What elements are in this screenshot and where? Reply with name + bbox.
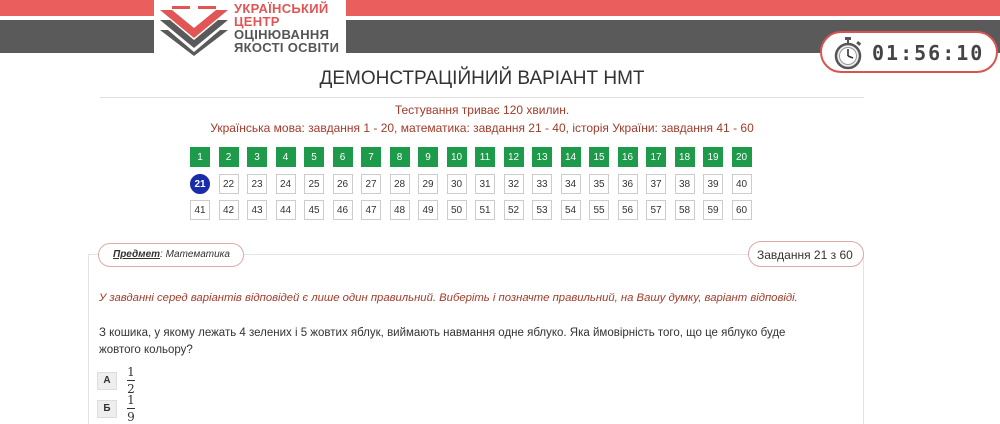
- task-cell-42[interactable]: 42: [219, 200, 239, 220]
- task-row-3: [190, 200, 760, 220]
- task-cell-38[interactable]: 38: [675, 174, 695, 194]
- task-cell-19[interactable]: 19: [703, 147, 723, 167]
- task-cell-53[interactable]: 53: [532, 200, 552, 220]
- answer-a-numerator: 1: [127, 365, 135, 379]
- task-cell-8[interactable]: 8: [390, 147, 410, 167]
- task-cell-46[interactable]: 46: [333, 200, 353, 220]
- instruction-text: У завданні серед варіантів відповідей є лише один правильний. Виберіть і позначте правильний, на Вашу думку, варіант відповіді.: [99, 292, 798, 304]
- fraction-bar: [127, 380, 135, 381]
- task-cell-3[interactable]: 3: [247, 147, 267, 167]
- task-cell-11[interactable]: 11: [475, 147, 495, 167]
- task-cell-17[interactable]: 17: [646, 147, 666, 167]
- task-cell-29[interactable]: 29: [418, 174, 438, 194]
- fraction-bar: [127, 408, 135, 409]
- header-red-stripe-left: [0, 6, 160, 16]
- task-cell-40[interactable]: 40: [732, 174, 752, 194]
- task-cell-22[interactable]: 22: [219, 174, 239, 194]
- logo-line-3: ОЦІНЮВАННЯ: [234, 27, 330, 42]
- task-cell-12[interactable]: 12: [504, 147, 524, 167]
- task-cell-21[interactable]: 21: [190, 174, 210, 194]
- task-cell-15[interactable]: 15: [589, 147, 609, 167]
- task-cell-18[interactable]: 18: [675, 147, 695, 167]
- task-cell-5[interactable]: 5: [304, 147, 324, 167]
- task-cell-57[interactable]: 57: [646, 200, 666, 220]
- task-cell-51[interactable]: 51: [475, 200, 495, 220]
- task-cell-9[interactable]: 9: [418, 147, 438, 167]
- task-cell-39[interactable]: 39: [703, 174, 723, 194]
- task-cell-37[interactable]: 37: [646, 174, 666, 194]
- task-cell-48[interactable]: 48: [390, 200, 410, 220]
- task-cell-24[interactable]: 24: [276, 174, 296, 194]
- task-cell-45[interactable]: 45: [304, 200, 324, 220]
- question-text: З кошика, у якому лежать 4 зелених і 5 жовтих яблук, виймають навмання одне яблуко. Яка ймовірність того, що це яблуко буде жовтого кольору?: [99, 327, 786, 356]
- task-cell-30[interactable]: 30: [447, 174, 467, 194]
- timer: [820, 31, 998, 73]
- logo-line-2: ЦЕНТР: [234, 14, 280, 29]
- task-cell-34[interactable]: 34: [561, 174, 581, 194]
- task-cell-43[interactable]: 43: [247, 200, 267, 220]
- task-cell-32[interactable]: 32: [504, 174, 524, 194]
- subject-label: Предмет: [113, 249, 161, 260]
- task-cell-36[interactable]: 36: [618, 174, 638, 194]
- task-cell-47[interactable]: 47: [361, 200, 381, 220]
- task-cell-44[interactable]: 44: [276, 200, 296, 220]
- task-cell-4[interactable]: 4: [276, 147, 296, 167]
- answer-option-b: [97, 393, 135, 424]
- task-cell-58[interactable]: 58: [675, 200, 695, 220]
- task-cell-14[interactable]: 14: [561, 147, 581, 167]
- task-row-1: [190, 147, 760, 167]
- task-cell-26[interactable]: 26: [333, 174, 353, 194]
- task-cell-31[interactable]: 31: [475, 174, 495, 194]
- task-cell-16[interactable]: 16: [618, 147, 638, 167]
- task-cell-35[interactable]: 35: [589, 174, 609, 194]
- task-cell-7[interactable]: 7: [361, 147, 381, 167]
- logo-text: [234, 2, 339, 54]
- logo-line-1: УКРАЇНСЬКИЙ: [234, 1, 329, 16]
- task-cell-23[interactable]: 23: [247, 174, 267, 194]
- task-cell-13[interactable]: 13: [532, 147, 552, 167]
- logo-line-4: ЯКОСТІ ОСВІТИ: [234, 40, 340, 55]
- page-title: ДЕМОНСТРАЦІЙНИЙ ВАРІАНТ НМТ: [100, 68, 864, 98]
- answer-b-numerator: 1: [127, 393, 135, 407]
- task-cell-50[interactable]: 50: [447, 200, 467, 220]
- duration-info: Тестування триває 120 хвилин.: [394, 103, 570, 117]
- subject-value: : Математика: [160, 249, 230, 260]
- answer-a-button[interactable]: А: [97, 372, 117, 390]
- task-cell-52[interactable]: 52: [504, 200, 524, 220]
- timer-value: 01:56:10: [872, 41, 985, 65]
- task-cell-2[interactable]: 2: [219, 147, 239, 167]
- task-cell-10[interactable]: 10: [447, 147, 467, 167]
- subjects-info: Українська мова: завдання 1 - 20, математика: завдання 21 - 40, історія України: завдання 41 - 60: [210, 121, 754, 135]
- task-cell-54[interactable]: 54: [561, 200, 581, 220]
- task-row-2: [190, 174, 760, 194]
- task-cell-59[interactable]: 59: [703, 200, 723, 220]
- task-cell-55[interactable]: 55: [589, 200, 609, 220]
- task-cell-33[interactable]: 33: [532, 174, 552, 194]
- answer-b-fraction: [127, 393, 135, 424]
- task-cell-41[interactable]: 41: [190, 200, 210, 220]
- task-cell-28[interactable]: 28: [390, 174, 410, 194]
- task-cell-6[interactable]: 6: [333, 147, 353, 167]
- answer-option-a: [97, 365, 135, 396]
- task-counter: Завдання 21 з 60: [748, 241, 864, 267]
- task-cell-27[interactable]: 27: [361, 174, 381, 194]
- subject-badge: [98, 243, 244, 267]
- answer-b-denominator: 9: [127, 410, 135, 424]
- task-cell-49[interactable]: 49: [418, 200, 438, 220]
- task-cell-25[interactable]: 25: [304, 174, 324, 194]
- book-logo-icon: [158, 4, 230, 56]
- task-cell-1[interactable]: 1: [190, 147, 210, 167]
- task-cell-20[interactable]: 20: [732, 147, 752, 167]
- task-cell-60[interactable]: 60: [732, 200, 752, 220]
- task-cell-56[interactable]: 56: [618, 200, 638, 220]
- header-red-stripe-right: [345, 6, 1000, 16]
- stopwatch-icon: [832, 36, 864, 70]
- answer-b-button[interactable]: Б: [97, 400, 117, 418]
- answer-a-denominator: 2: [127, 382, 135, 396]
- answer-a-fraction: [127, 365, 135, 396]
